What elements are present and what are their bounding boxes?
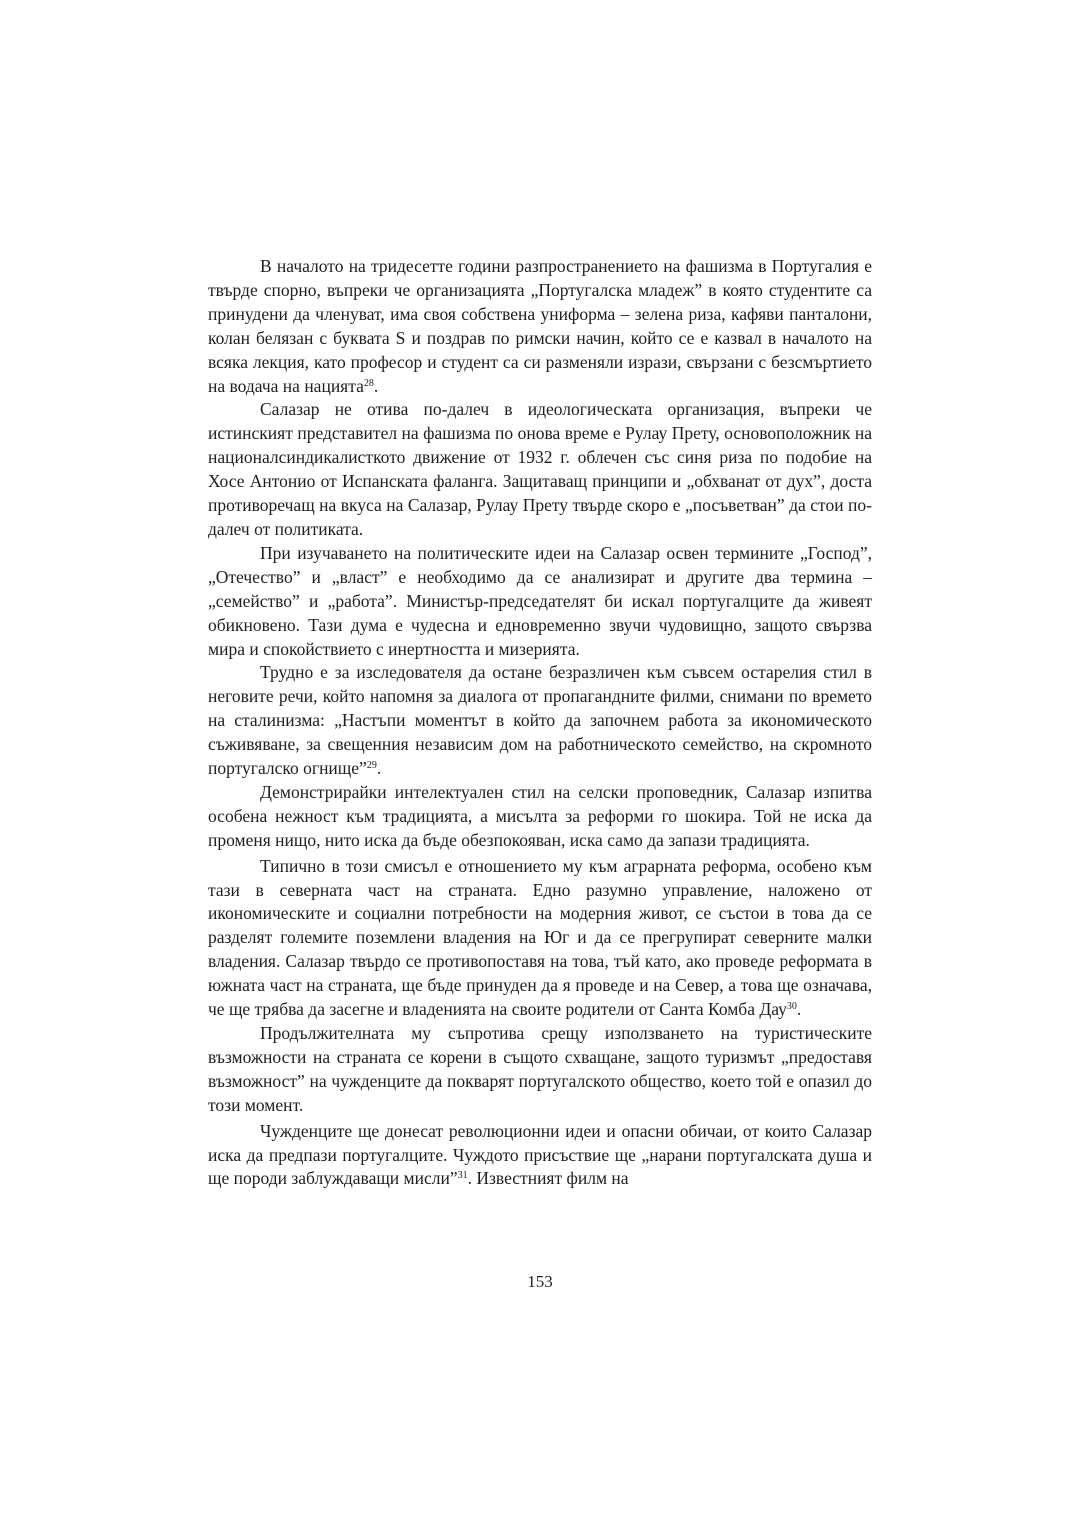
body-text (208, 255, 872, 1191)
footnote-ref-28[interactable]: 28 (363, 377, 374, 389)
paragraph-3: При изучаването на политическите идеи на Салазар освен термините „Господ”, „Отечество” и „власт” е необходимо да се анализират и другите два термина – „семейство” и „работа”. Министър-председателят би искал португалците да живеят обикновено. Тази дума е чудесна и едновременно звучи чудовищно, защото свързва мира и спокойствието с инертността и мизерията. (208, 542, 872, 659)
paragraph-2: Салазар не отива по-далеч в идеологическата организация, въпреки че истинският представител на фашизма по онова време е Рулау Прету, основоположник на националсиндикалисткото движение от 1932 г. облечен със синя риза по подобие на Хосе Антонио от Испанската фаланга. Защитаващ принципи и „обхванат от дух”, доста противоречащ на вкуса на Салазар, Рулау Прету твърде скоро е „посъветван” да стои по-далеч от политиката. (208, 399, 872, 539)
paragraph-1: В началото на тридесетте години разпространението на фашизма в Португалия е твърде спорно, въпреки че организацията „Португалска младеж” в която студентите са принудени да членуват, има своя собствена униформа – зелена риза, кафяви панталони, колан белязан с буквата S и поздрав по римски начин, който се е казвал в началото на всяка лекция, като професор и студент са си разменяли изрази, свързани с безсмъртието на водача на нацията$^{28}$. (208, 256, 872, 396)
footnote-ref-30[interactable]: 30 (786, 1001, 797, 1013)
paragraph-5: Демонстрирайки интелектуален стил на селски проповедник, Салазар изпитва особена нежност към традицията, а мисълта за реформи го шокира. Той не иска да променя нищо, нито иска да бъде обезпокояван, иска само да запази традицията. (208, 781, 872, 850)
paragraph-4: Трудно е за изследователя да остане безразличен към съвсем остарелия стил в неговите речи, който напомня за диалога от пропагандните филми, снимани по времето на сталинизма: „Настъпи моментът в който да започнем работа за икономическото съживяване, за свещенния независим дом на работническото семейство, на скромното португалско огнище”$^{29}$. (208, 662, 872, 779)
paragraph-6: Типично в този смисъл е отношението му към аграрната реформа, особено към тази в северната част на страната. Едно разумно управление, наложено от икономическите и социални потребности на модерния живот, се състои в това да се разделят големите поземлени владения на Юг и да се прегрупират северните малки владения. Салазар твърдо се противопоставя на това, тъй като, ако проведе реформата в южната част на страната, ще бъде принуден да я проведе и на Север, а това ще означава, че ще трябва да засегне и владенията на своите родители от Санта Комба Дау$^{30}$. (208, 855, 872, 1020)
paragraph-7: Продължителната му съпротива срещу използването на туристическите възможности на страната се корени в същото схващане, защото туризмът „предоставя възможност” на чужденците да покварят португалското общество, което той е опазил до този момент. (208, 1023, 872, 1115)
footnote-ref-31[interactable]: 31 (457, 1170, 468, 1182)
footnote-ref-29[interactable]: 29 (366, 760, 377, 772)
page-number: 153 (527, 1272, 553, 1291)
paragraph-8: Чужденците ще донесат революционни идеи и опасни обичаи, от които Салазар иска да предпази португалците. Чуждото присъствие ще „нарани португалската душа и ще породи заблуждаващи мисли”$^{31}$. Известният филм на (208, 1120, 872, 1189)
